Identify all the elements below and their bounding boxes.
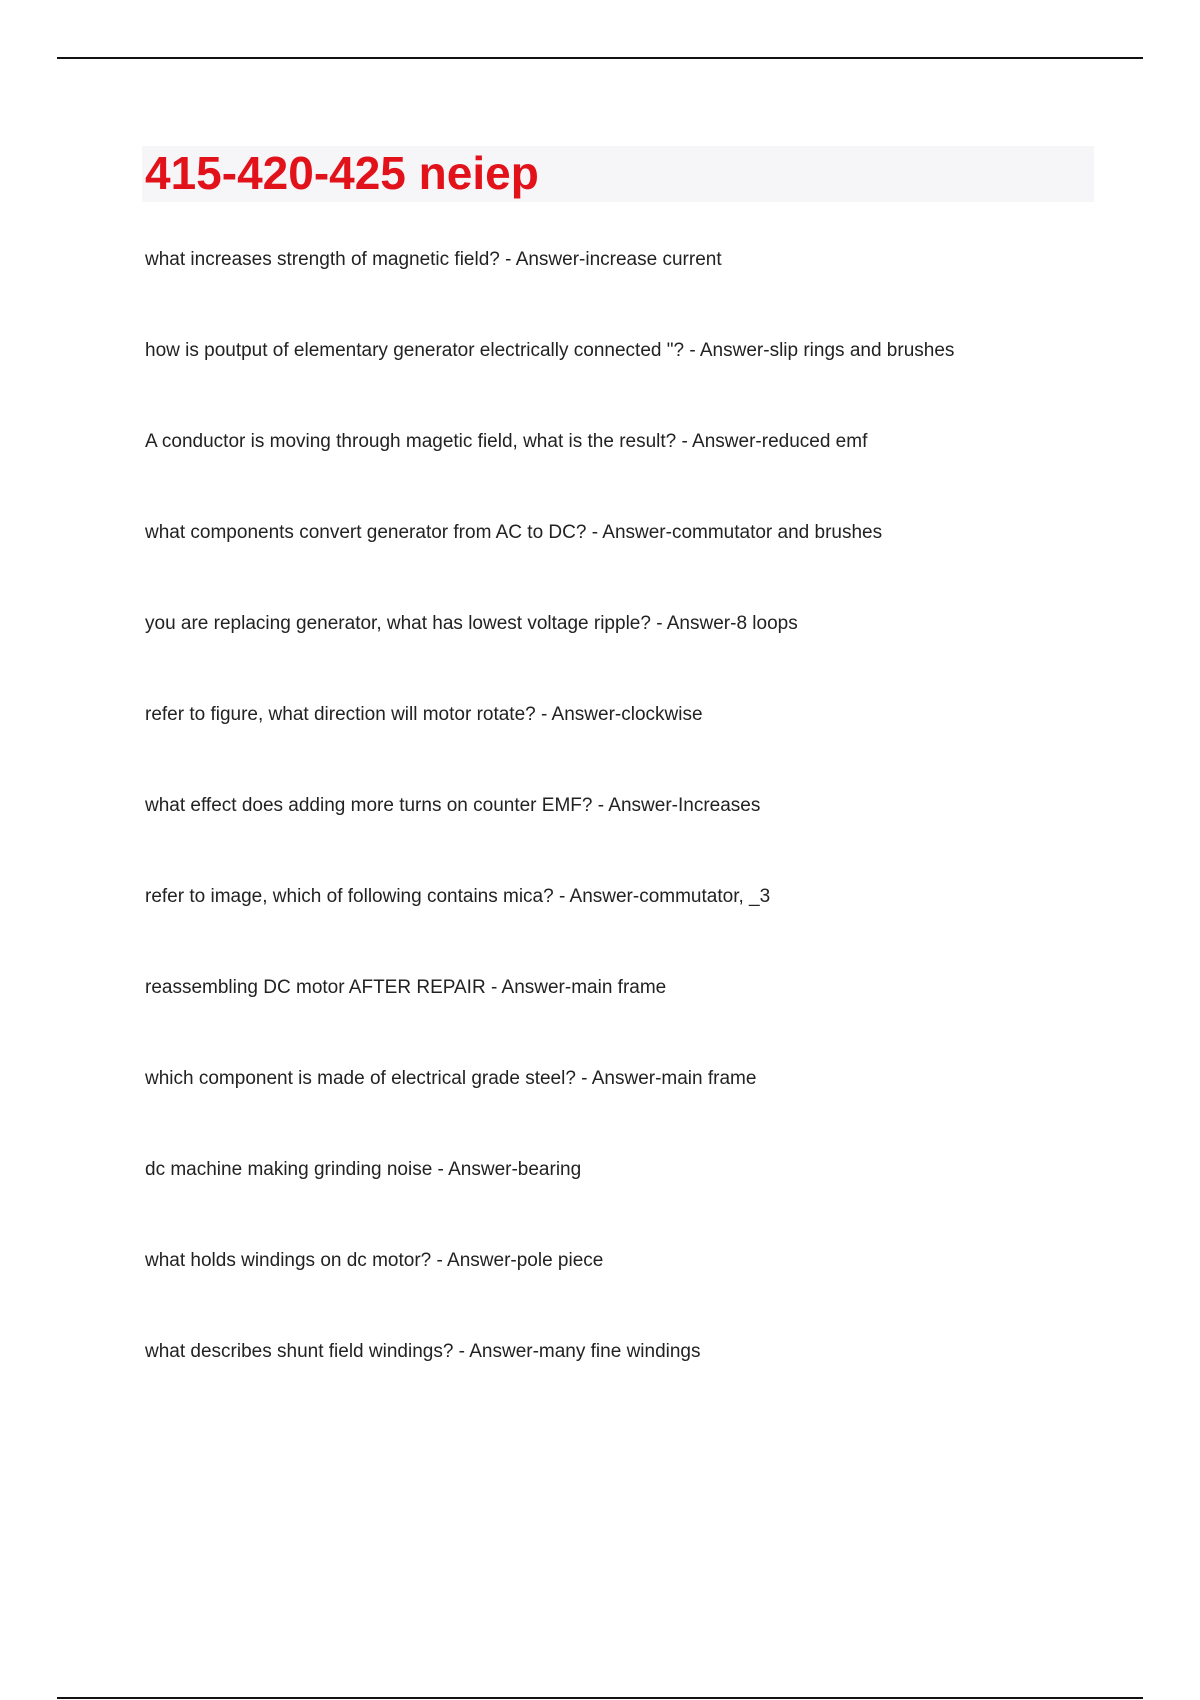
qa-item: how is poutput of elementary generator electrically connected "? - Answer-slip rings and brushes <box>145 340 955 361</box>
qa-item: dc machine making grinding noise - Answer-bearing <box>145 1159 582 1180</box>
qa-item: what describes shunt field windings? - Answer-many fine windings <box>145 1341 701 1362</box>
qa-item: reassembling DC motor AFTER REPAIR - Answer-main frame <box>145 977 667 998</box>
qa-item: what holds windings on dc motor? - Answer-pole piece <box>145 1250 604 1271</box>
qa-item: what increases strength of magnetic field? - Answer-increase current <box>145 249 722 270</box>
qa-list <box>145 246 1095 1429</box>
header-rule <box>57 57 1143 59</box>
qa-item: refer to figure, what direction will motor rotate? - Answer-clockwise <box>145 704 703 725</box>
footer-rule <box>57 1697 1143 1699</box>
qa-item: which component is made of electrical grade steel? - Answer-main frame <box>145 1068 757 1089</box>
qa-item: what effect does adding more turns on counter EMF? - Answer-Increases <box>145 795 761 816</box>
qa-item: what components convert generator from AC to DC? - Answer-commutator and brushes <box>145 522 883 543</box>
qa-item: you are replacing generator, what has lowest voltage ripple? - Answer-8 loops <box>145 613 798 634</box>
page-title: 415-420-425 neiep <box>145 147 539 199</box>
qa-item: refer to image, which of following contains mica? - Answer-commutator, _3 <box>145 886 771 907</box>
qa-item: A conductor is moving through magetic field, what is the result? - Answer-reduced emf <box>145 431 868 452</box>
